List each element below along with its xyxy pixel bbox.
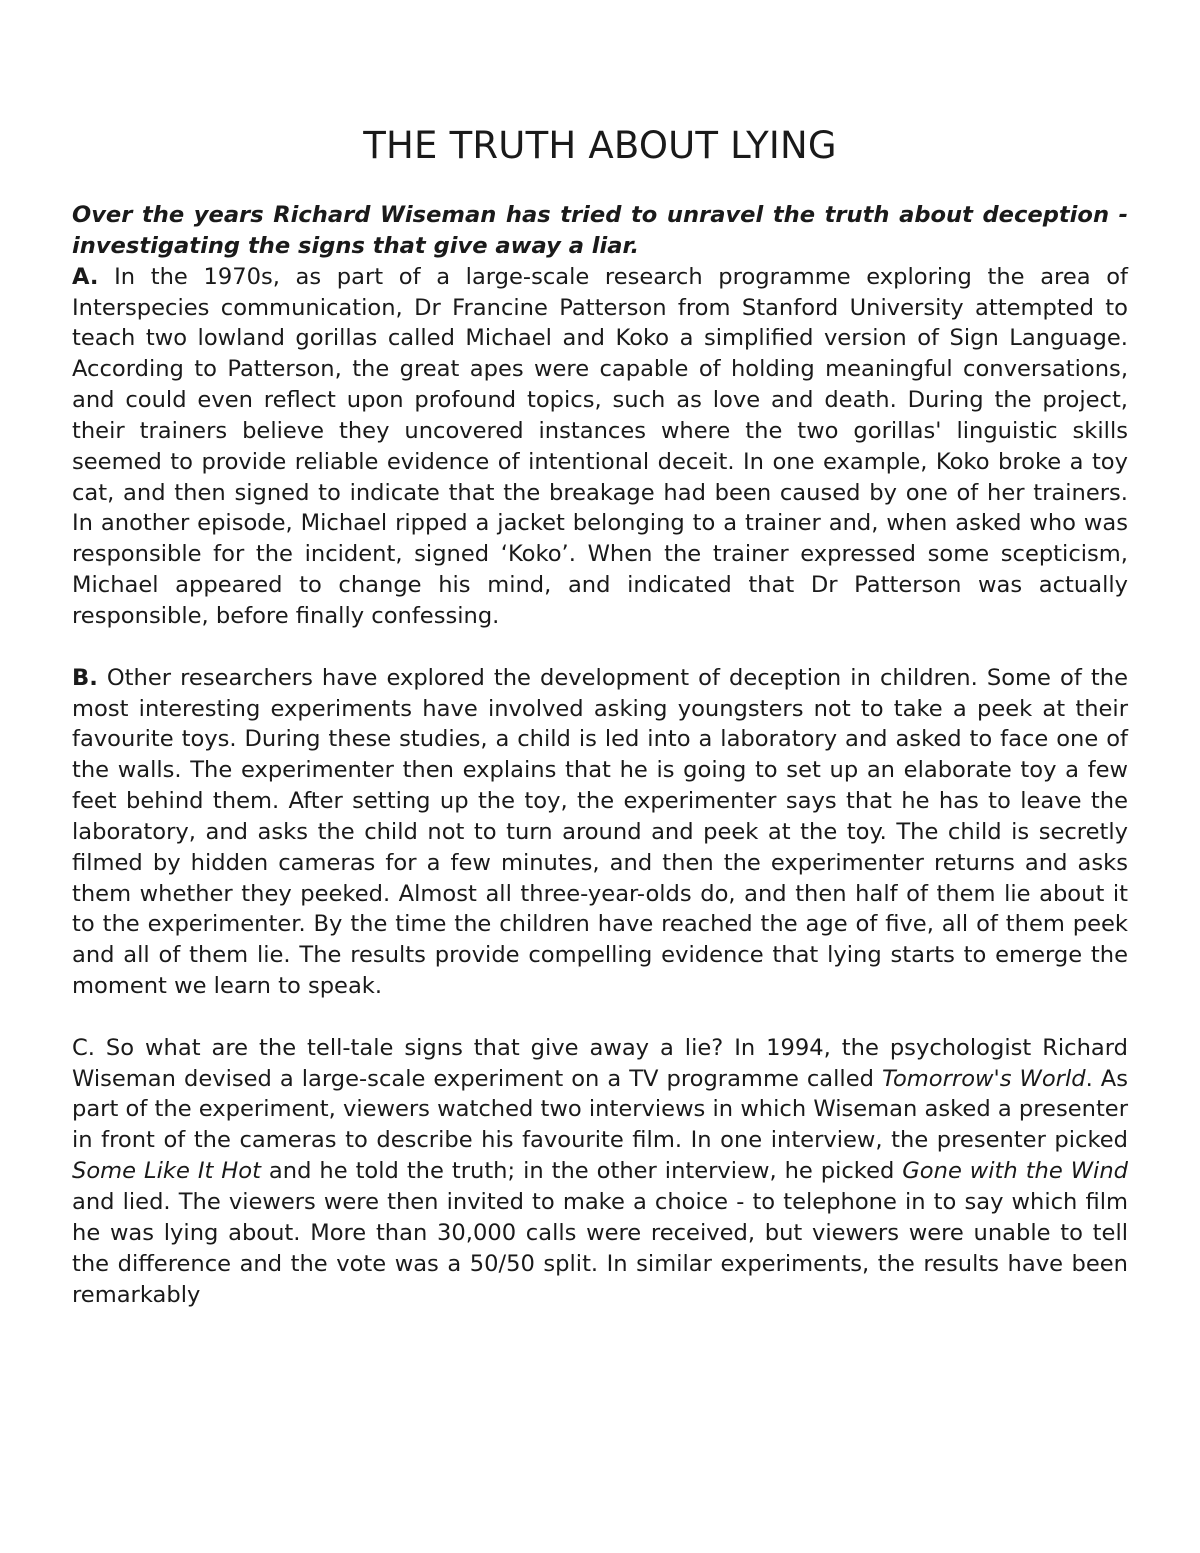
document-title: THE TRUTH ABOUT LYING xyxy=(363,124,837,167)
paragraph-b xyxy=(72,663,1128,1002)
paragraph-spacer xyxy=(72,1002,1128,1033)
paragraph-c-text-1: So what are the tell-tale signs that give away a lie? In 1994, the psychologist Richard Wiseman devised a large-scale experiment on a TV programme called xyxy=(72,1034,1128,1092)
paragraph-a-label: A. xyxy=(72,263,99,290)
paragraph-spacer xyxy=(72,632,1128,663)
paragraph-a xyxy=(72,262,1128,632)
paragraph-c-italic-1: Tomorrow's World xyxy=(881,1065,1086,1092)
paragraph-c-italic-2: Some Like It Hot xyxy=(72,1158,261,1185)
paragraph-a-text: In the 1970s, as part of a large-scale research programme exploring the area of Interspecies communication, Dr Francine Patterson from Stanford University attempted to teach two lowland gorillas called Michael and Koko a simplified version of Sign Language. According to Patterson, the great apes were capable of holding meaningful conversations, and could even reflect upon profound topics, such as love and death. During the project, their trainers believe they uncovered instances where the two gorillas' linguistic skills seemed to provide reliable evidence of intentional deceit. In one example, Koko broke a toy cat, and then signed to indicate that the breakage had been caused by one of her trainers. In another episode, Michael ripped a jacket belonging to a trainer and, when asked who was responsible for the incident, signed ‘Koko’. When the trainer expressed some scepticism, Michael appeared to change his mind, and indicated that Dr Patterson was actually responsible, before finally confessing. xyxy=(72,263,1128,629)
intro-paragraph: Over the years Richard Wiseman has tried to unravel the truth about deception - investigating the signs that give away a liar. xyxy=(72,202,1128,259)
paragraph-c-italic-3: Gone with the Wind xyxy=(902,1158,1128,1185)
paragraph-c-text-4: and lied. The viewers were then invited to make a choice - to telephone in to say which film he was lying about. More than 30,000 calls were received, but viewers were unable to tell the difference and the vote was a 50/50 split. In similar experiments, the results have been remarkably xyxy=(72,1189,1128,1308)
paragraph-c-text-3: and he told the truth; in the other interview, he picked xyxy=(260,1158,903,1185)
paragraph-c-text-2: . As part of the experiment, viewers watched two interviews in which Wiseman asked a presenter in front of the cameras to describe his favourite film. In one interview, the presenter picked xyxy=(72,1065,1129,1154)
document-body xyxy=(72,200,1128,1310)
paragraph-c xyxy=(72,1033,1128,1311)
paragraph-b-text: Other researchers have explored the development of deception in children. Some of the most interesting experiments have involved asking youngsters not to take a peek at their favourite toys. During these studies, a child is led into a laboratory and asked to face one of the walls. The experimenter then explains that he is going to set up an elaborate toy a few feet behind them. After setting up the toy, the experimenter says that he has to leave the laboratory, and asks the child not to turn around and peek at the toy. The child is secretly filmed by hidden cameras for a few minutes, and then the experimenter returns and asks them whether they peeked. Almost all three-year-olds do, and then half of them lie about it to the experimenter. By the time the children have reached the age of five, all of them peek and all of them lie. The results provide compelling evidence that lying starts to emerge the moment we learn to speak. xyxy=(72,664,1128,1000)
paragraph-c-label: C. xyxy=(72,1034,95,1061)
paragraph-b-label: B. xyxy=(72,664,98,691)
